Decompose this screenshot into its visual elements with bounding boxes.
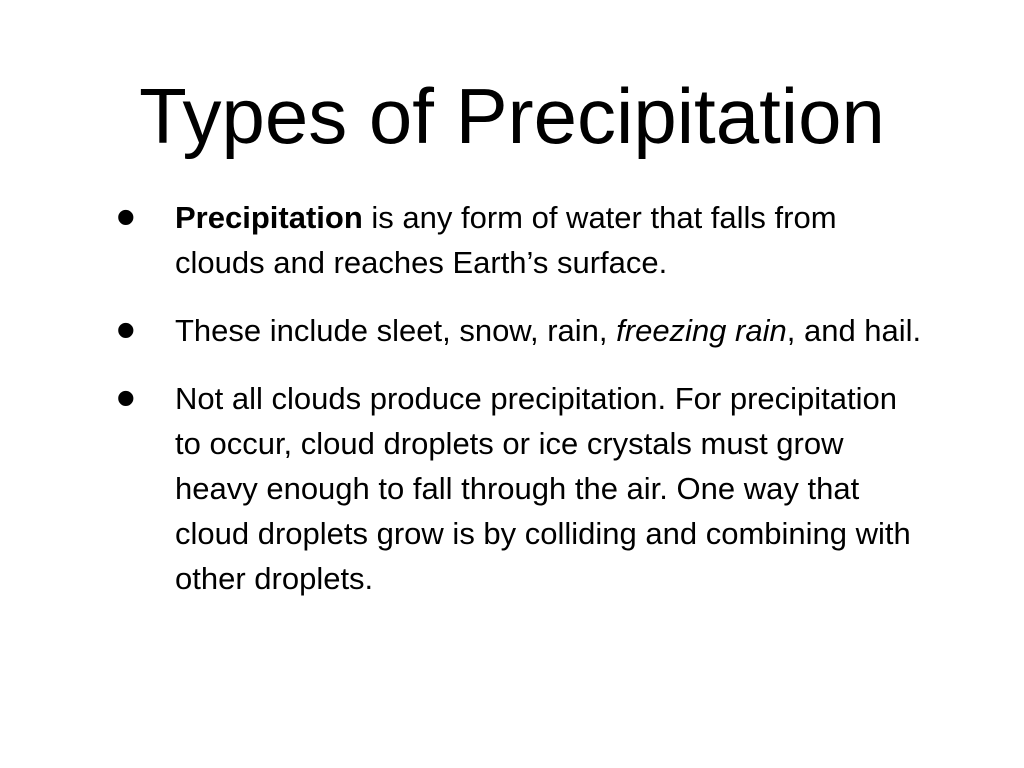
bullet-text: These include sleet, snow, rain, bbox=[175, 313, 617, 348]
bullet-item-3 bbox=[110, 366, 930, 601]
bullet-dot-icon: • bbox=[116, 366, 136, 429]
bullet-dot-icon: • bbox=[116, 185, 136, 248]
slide-title: Types of Precipitation bbox=[139, 72, 885, 160]
bullet-text: Not all clouds produce precipitation. For precipitation to occur, cloud droplets or ice crystals must grow heavy enough to fall through the air. One way that cloud droplets grow is by colliding and combining with other droplets. bbox=[175, 381, 911, 596]
bullet-text-tail: , and hail. bbox=[786, 313, 922, 348]
bullet-item-2 bbox=[110, 298, 930, 361]
bold-term: Precipitation bbox=[175, 200, 363, 235]
bullet-text: is any form of water that falls from clouds and reaches Earth’s surface. bbox=[175, 200, 837, 280]
italic-term: freezing rain bbox=[616, 313, 787, 348]
bullet-list bbox=[110, 185, 930, 624]
bullet-item-1 bbox=[110, 185, 930, 285]
bullet-dot-icon: • bbox=[116, 298, 136, 361]
